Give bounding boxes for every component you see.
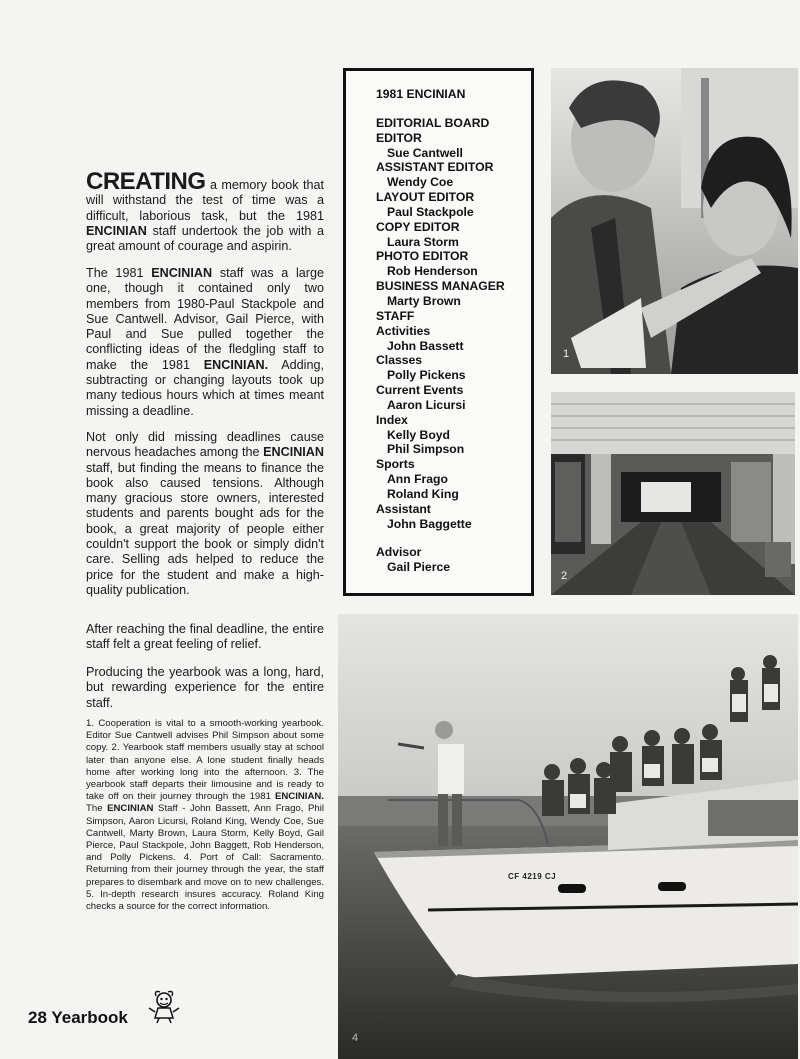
boat-registration: CF 4219 CJ [508, 872, 557, 881]
photo-hallway [551, 392, 795, 595]
name-sports-1: Ann Frago [387, 472, 448, 487]
role-business-manager: BUSINESS MANAGER [376, 279, 505, 294]
mascot-icon [146, 988, 182, 1029]
role-editor: EDITOR [376, 130, 422, 145]
photo-number-1: 1 [563, 348, 570, 360]
photo-number-2: 2 [561, 570, 568, 582]
role-classes: Classes [376, 353, 423, 368]
body-paragraph-1: CREATING a memory book that will withstand the test of time was a difficult, laborious task, but the 1981 ENCINIAN staff undertook the job with a great amount of courage and aspirin. [86, 168, 324, 254]
name-business-manager: Marty Brown [387, 293, 461, 308]
role-assistant: Assistant [376, 501, 431, 516]
role-current-events: Current Events [376, 383, 464, 398]
role-assistant-editor: ASSISTANT EDITOR [376, 160, 494, 175]
name-editor: Sue Cantwell [387, 145, 463, 160]
role-copy-editor: COPY EDITOR [376, 219, 460, 234]
body-paragraph-3: Not only did missing deadlines cause nervous headaches among the ENCINIAN staff, but finding the means to finance the book also caused tensions. Although many gracious store owners, interested students and parents bought ads for the book, a great majority of people either couldn't support the book or simply didn't care. Selling ads helped to reduce the price for the student and make a high-quality publication. [86, 430, 324, 597]
role-photo-editor: PHOTO EDITOR [376, 249, 469, 264]
role-activities: Activities [376, 323, 431, 338]
role-index: Index [376, 412, 408, 427]
name-assistant: John Baggette [387, 516, 472, 531]
body-paragraph-4: After reaching the final deadline, the entire staff felt a great feeling of relief. [86, 622, 324, 652]
name-activities: John Bassett [387, 338, 464, 353]
role-sports: Sports [376, 457, 415, 472]
name-copy-editor: Laura Storm [387, 234, 459, 249]
name-classes: Polly Pickens [387, 368, 466, 383]
page-number: 28 [28, 1008, 47, 1027]
name-index-2: Phil Simpson [387, 442, 465, 457]
name-assistant-editor: Wendy Coe [387, 175, 454, 190]
staff-box [343, 68, 534, 596]
section-name: Yearbook [51, 1008, 128, 1027]
photo-captions: 1. Cooperation is vital to a smooth-working yearbook. Editor Sue Cantwell advises Phil Simpson about some copy. 2. Yearbook staff members usually stay at school later than anyone else. A lone student finally heads home after working long into the afternoon. 3. The yearbook staff departs their limousine and is ready to take off on their journey through the 1981 ENCINIAN. The ENCINIAN Staff - John Bassett, Ann Frago, Phil Simpson, Aaron Licursi, Roland King, Wendy Coe, Sue Cantwell, Marty Brown, Laura Storm, Kelly Boyd, Gail Pierce, Paul Stackpole, John Baggett, Rob Henderson, and Polly Pickens. 4. Port of Call: Sacramento. Returning from their journey through the year, the staff prepares to disembark and move on to new challenges. 5. In-depth research insures accuracy. Roland King checks a source for the correct information. [86, 718, 324, 913]
staff-label: STAFF [376, 308, 415, 323]
lead-word: CREATING [86, 168, 206, 195]
staff-box-title: 1981 ENCINIAN [376, 87, 466, 101]
photo-students-cooperating [551, 68, 798, 374]
name-current-events: Aaron Licursi [387, 397, 466, 412]
name-photo-editor: Rob Henderson [387, 264, 478, 279]
page-footer [28, 1008, 128, 1028]
role-advisor: Advisor [376, 545, 422, 560]
body-paragraph-5: Producing the yearbook was a long, hard, but rewarding experience for the entire staff. [86, 665, 324, 710]
role-layout-editor: LAYOUT EDITOR [376, 190, 475, 205]
body-paragraph-2: The 1981 ENCINIAN staff was a large one, though it contained only two members from 1980-Paul Stackpole and Sue Cantwell. Advisor, Gail Pierce, with Paul and Sue pulled together the conflicting ideas of the fledgling staff to make the 1981 ENCINIAN. Adding, subtracting or changing layouts took up many tedious hours which at times meant missing a deadline. [86, 266, 324, 418]
name-advisor: Gail Pierce [387, 560, 451, 575]
photo-number-4: 4 [352, 1032, 359, 1044]
photo-boat-staff [338, 614, 798, 1059]
name-sports-2: Roland King [387, 486, 459, 501]
name-index-1: Kelly Boyd [387, 427, 450, 442]
editorial-board-label: EDITORIAL BOARD [376, 115, 490, 130]
name-layout-editor: Paul Stackpole [387, 204, 474, 219]
